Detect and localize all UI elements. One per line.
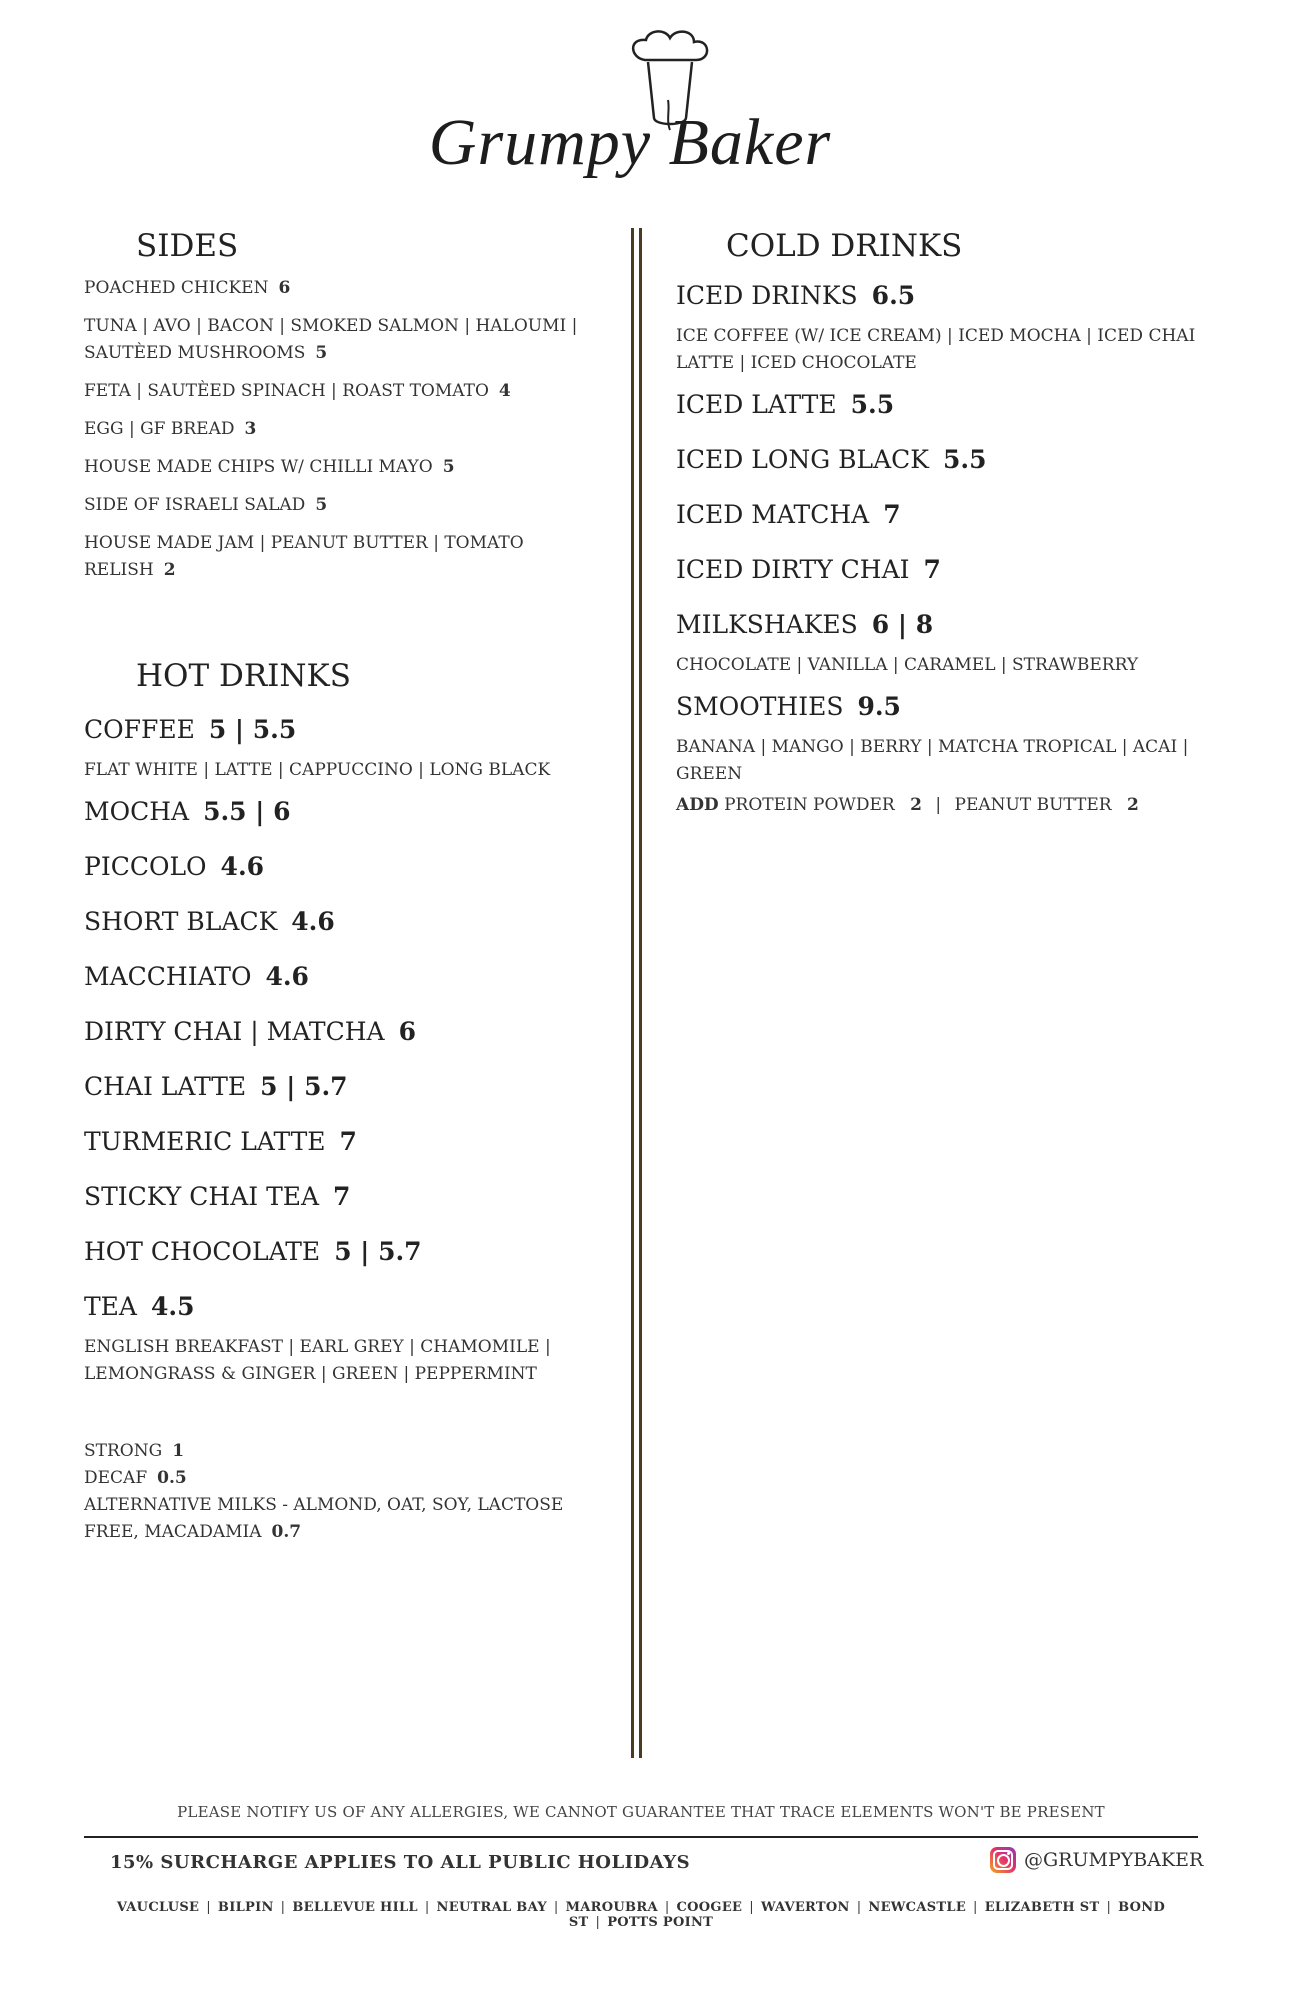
location-item: NEUTRAL BAY (436, 1900, 547, 1915)
hot-drinks-title: HOT DRINKS (136, 658, 351, 694)
hot-drink-item (84, 784, 604, 839)
location-item: MAROUBRA (565, 1900, 658, 1915)
sides-item-text: POACHED CHICKEN (84, 278, 269, 298)
extra-item (84, 1465, 604, 1492)
location-separator: | (856, 1900, 862, 1915)
extra-item-text: DECAF (84, 1468, 148, 1488)
hot-drink-name: MOCHA (84, 797, 190, 826)
cold-drinks-title: COLD DRINKS (726, 228, 963, 264)
cold-drink-item (676, 542, 1216, 597)
hot-drinks-list (84, 702, 604, 1388)
cold-drink-desc: BANANA | MANGO | BERRY | MATCHA TROPICAL | ACAI | GREEN (676, 737, 1189, 784)
extra-item-text: ALTERNATIVE MILKS - ALMOND, OAT, SOY, LACTOSE FREE, MACADAMIA (84, 1495, 564, 1542)
sides-item (84, 492, 604, 519)
hot-drink-name: TEA (84, 1292, 137, 1321)
extra-item-price: 0.5 (157, 1468, 187, 1488)
hot-drink-price: 5 | 5.5 (208, 715, 297, 744)
location-item: VAUCLUSE (116, 1900, 200, 1915)
hot-drink-item (84, 894, 604, 949)
hot-drink-price: 7 (339, 1127, 357, 1156)
hot-drink-price: 6 (398, 1017, 416, 1046)
addon-add-label: ADD (676, 795, 719, 815)
sides-list (84, 275, 604, 584)
sides-item (84, 313, 604, 367)
cold-drink-price: 7 (883, 500, 901, 529)
location-separator: | (749, 1900, 754, 1915)
cold-drink-price: 6.5 (871, 281, 916, 310)
hot-drink-desc: FLAT WHITE | LATTE | CAPPUCCINO | LONG BLACK (84, 760, 551, 780)
hot-drink-name: MACCHIATO (84, 962, 252, 991)
addon-protein-text: PROTEIN POWDER (724, 795, 895, 815)
hot-drinks-extras (84, 1438, 604, 1546)
extra-item (84, 1492, 604, 1546)
cold-drink-price: 6 | 8 (871, 610, 934, 639)
extra-item (84, 1438, 604, 1465)
hot-drink-price: 7 (333, 1182, 351, 1211)
cold-drink-name: SMOOTHIES (676, 692, 844, 721)
location-item: POTTS POINT (607, 1915, 714, 1930)
hot-drink-price: 4.5 (150, 1292, 195, 1321)
location-separator: | (595, 1915, 601, 1930)
brand-logo (380, 30, 880, 210)
cold-drink-name: MILKSHAKES (676, 610, 858, 639)
hot-drink-price: 5 | 5.7 (260, 1072, 348, 1101)
hot-drink-item (84, 839, 604, 894)
hot-drink-item (84, 1059, 604, 1114)
hot-drink-name: PICCOLO (84, 852, 207, 881)
allergy-notice: PLEASE NOTIFY US OF ANY ALLERGIES, WE CANNOT GUARANTEE THAT TRACE ELEMENTS WON'T BE PRESENT (177, 1803, 1105, 1821)
hot-drink-price: 4.6 (220, 852, 265, 881)
cold-drink-item (676, 597, 1216, 652)
location-separator: | (553, 1900, 559, 1915)
left-column (84, 228, 604, 1546)
sides-item (84, 275, 604, 302)
hot-drink-price: 4.6 (291, 907, 335, 936)
location-item: BELLEVUE HILL (292, 1900, 418, 1915)
hot-drink-name: COFFEE (84, 715, 195, 744)
cold-drink-price: 5.5 (850, 390, 895, 419)
sides-title: SIDES (136, 228, 239, 264)
cold-drink-name: ICED LONG BLACK (676, 445, 929, 474)
hot-drink-name: HOT CHOCOLATE (84, 1237, 321, 1266)
cold-drink-price: 5.5 (942, 445, 987, 474)
addon-pb-price: 2 (1127, 795, 1139, 815)
cold-drinks-list (676, 268, 1216, 788)
location-item: BILPIN (217, 1900, 274, 1915)
location-item: WAVERTON (760, 1900, 850, 1915)
sides-item (84, 530, 604, 584)
cold-drink-desc: ICE COFFEE (W/ ICE CREAM) | ICED MOCHA | ICED CHAI LATTE | ICED CHOCOLATE (676, 326, 1196, 373)
hot-drink-item (84, 1004, 604, 1059)
hot-drink-name: DIRTY CHAI | MATCHA (84, 1017, 385, 1046)
cold-drink-name: ICED LATTE (676, 390, 837, 419)
extra-item-text: STRONG (84, 1441, 163, 1461)
extra-item-price: 0.7 (271, 1522, 302, 1542)
hot-drink-item (84, 1114, 604, 1169)
hot-drink-desc: ENGLISH BREAKFAST | EARL GREY | CHAMOMILE | LEMONGRASS & GINGER | GREEN | PEPPERMINT (84, 1337, 551, 1384)
hot-drink-name: SHORT BLACK (84, 907, 278, 936)
sides-item-price: 4 (498, 381, 511, 401)
location-separator: | (424, 1900, 430, 1915)
hot-drink-item (84, 702, 604, 757)
location-item: COOGEE (676, 1900, 743, 1915)
cold-drink-item (676, 487, 1216, 542)
addon-protein-price: 2 (910, 795, 922, 815)
sides-item-price: 5 (315, 343, 328, 363)
cold-drink-price: 9.5 (857, 692, 901, 721)
hot-drink-price: 4.6 (265, 962, 309, 991)
sides-item (84, 454, 604, 481)
hot-drink-item (84, 1224, 604, 1279)
hot-drink-price: 5 | 5.7 (334, 1237, 422, 1266)
brand-wordmark: Grumpy Baker (428, 106, 832, 179)
sides-item-text: TUNA | AVO | BACON | SMOKED SALMON | HALOUMI | SAUTÈED MUSHROOMS (84, 316, 578, 363)
instagram-icon (990, 1847, 1016, 1873)
sides-item-price: 5 (315, 495, 328, 515)
sides-item-text: FETA | SAUTÈED SPINACH | ROAST TOMATO (84, 381, 489, 401)
location-separator: | (280, 1900, 286, 1915)
column-divider (631, 228, 642, 1758)
cold-drink-desc: CHOCOLATE | VANILLA | CARAMEL | STRAWBERRY (676, 655, 1139, 675)
surcharge-notice: 15% SURCHARGE APPLIES TO ALL PUBLIC HOLIDAYS (110, 1852, 691, 1873)
sides-item-price: 3 (244, 419, 257, 439)
cold-drink-name: ICED DIRTY CHAI (676, 555, 910, 584)
location-separator: | (973, 1900, 978, 1915)
hot-drink-name: CHAI LATTE (84, 1072, 247, 1101)
cold-addons (676, 792, 1216, 819)
location-separator: | (664, 1900, 670, 1915)
cold-drink-item (676, 679, 1216, 734)
addon-sep: | (935, 795, 942, 815)
location-separator: | (1106, 1900, 1112, 1915)
cold-drink-price: 7 (923, 555, 941, 584)
extra-item-price: 1 (172, 1441, 185, 1461)
hot-drink-name: TURMERIC LATTE (84, 1127, 326, 1156)
sides-item-text: HOUSE MADE CHIPS W/ CHILLI MAYO (84, 457, 433, 477)
hot-drink-price: 5.5 | 6 (203, 797, 291, 826)
hot-drink-item (84, 1169, 604, 1224)
sides-item-text: SIDE OF ISRAELI SALAD (84, 495, 306, 515)
addon-pb-text: PEANUT BUTTER (954, 795, 1112, 815)
location-separator: | (206, 1900, 211, 1915)
right-column (676, 228, 1216, 819)
location-item: BOND ST (568, 1900, 1166, 1930)
hot-drink-item (84, 1279, 604, 1334)
locations-list (84, 1900, 1198, 1930)
instagram-link[interactable] (990, 1847, 1203, 1873)
location-item: ELIZABETH ST (984, 1900, 1100, 1915)
sides-item-price: 6 (278, 278, 291, 298)
cold-drink-item (676, 432, 1216, 487)
sides-item-price: 5 (442, 457, 455, 477)
instagram-handle: @GRUMPYBAKER (1024, 1849, 1204, 1871)
cold-drink-item (676, 377, 1216, 432)
sides-item (84, 378, 604, 405)
hot-drink-name: STICKY CHAI TEA (84, 1182, 320, 1211)
footer-rule (84, 1836, 1198, 1838)
sides-item-text: HOUSE MADE JAM | PEANUT BUTTER | TOMATO RELISH (84, 533, 524, 580)
location-item: NEWCASTLE (868, 1900, 967, 1915)
cold-drink-item (676, 268, 1216, 323)
sides-item-price: 2 (163, 560, 176, 580)
hot-drink-item (84, 949, 604, 1004)
sides-item-text: EGG | GF BREAD (84, 419, 235, 439)
cold-drink-name: ICED DRINKS (676, 281, 858, 310)
cold-drink-name: ICED MATCHA (676, 500, 870, 529)
sides-item (84, 416, 604, 443)
